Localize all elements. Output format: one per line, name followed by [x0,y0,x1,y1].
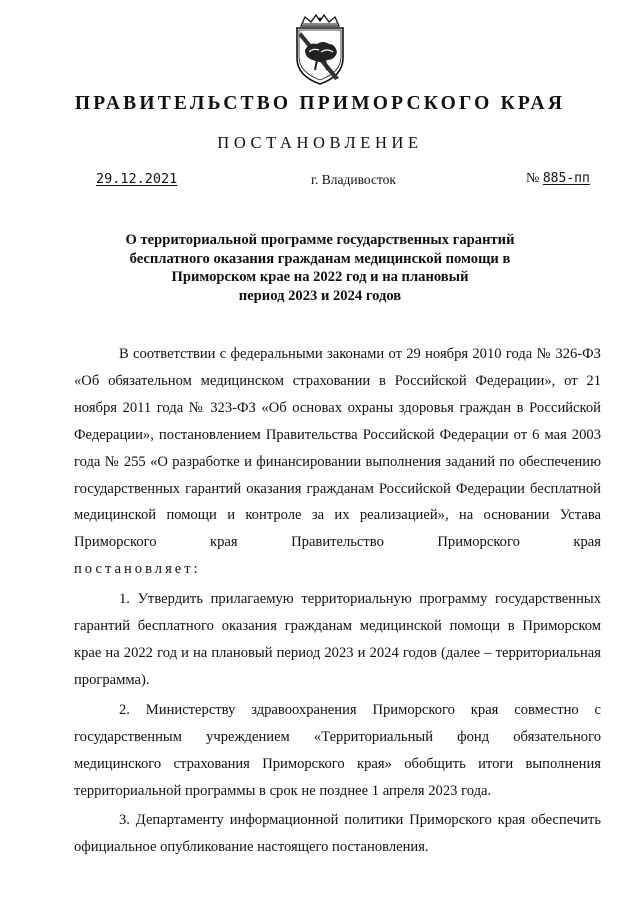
resolves-word: постановляет: [74,561,201,578]
item-paragraph: 3. Департаменту информационной политики Приморского края обеспечить официальное опубликование настоящего постановления. [74,812,601,856]
number-prefix: № [526,171,540,186]
subject-line: бесплатного оказания гражданам медицинской помощи в [129,250,511,267]
number-value: 885-пп [542,171,590,186]
subject-line: Приморском крае на 2022 год и на плановый [171,269,469,285]
government-title: ПРАВИТЕЛЬСТВО ПРИМОРСКОГО КРАЯ [74,93,566,114]
document-city: г. Владивосток [311,172,396,187]
document-number [526,171,590,187]
document-type: ПОСТАНОВЛЕНИЕ [217,133,423,152]
document-date: 29.12.2021 [96,171,178,187]
document-body [74,341,601,861]
subject-line: период 2023 и 2024 годов [238,287,402,304]
item-paragraph: 1. Утвердить прилагаемую территориальную программу государственных гарантий бесплатного оказания гражданам медицинской помощи в Приморском крае на 2022 год и на плановый период 2023 и 2024 годов (далее – территориальная программа). [74,591,601,688]
item-paragraph: 2. Министерству здравоохранения Приморского края совместно с государственным учреждением «Территориальный фонд обязательного медицинского страхования Приморского края» обобщить итоги выполнения территориальной программы в срок не позднее 1 апреля 2023 года. [74,701,601,799]
subject-line: О территориальной программе государственных гарантий [125,232,515,248]
coat-of-arms-icon [291,14,349,86]
document-subject [110,231,530,305]
preamble-paragraph: В соответствии с федеральными законами от 29 ноября 2010 года № 326-ФЗ «Об обязательном медицинском страховании в Российской Федерации», от 21 ноября 2011 года № 323-ФЗ «Об основах охраны здоровья граждан в Российской Федерации», постановлением Правительства Российской Федерации от 6 мая 2003 года № 255 «О разработке и финансировании выполнения заданий по обеспечению государственных гарантий оказания гражданам Российской Федерации бесплатной медицинской помощи и контроле за их реализацией», на основании Устава Приморского края Правительство Приморского края [74,346,601,551]
